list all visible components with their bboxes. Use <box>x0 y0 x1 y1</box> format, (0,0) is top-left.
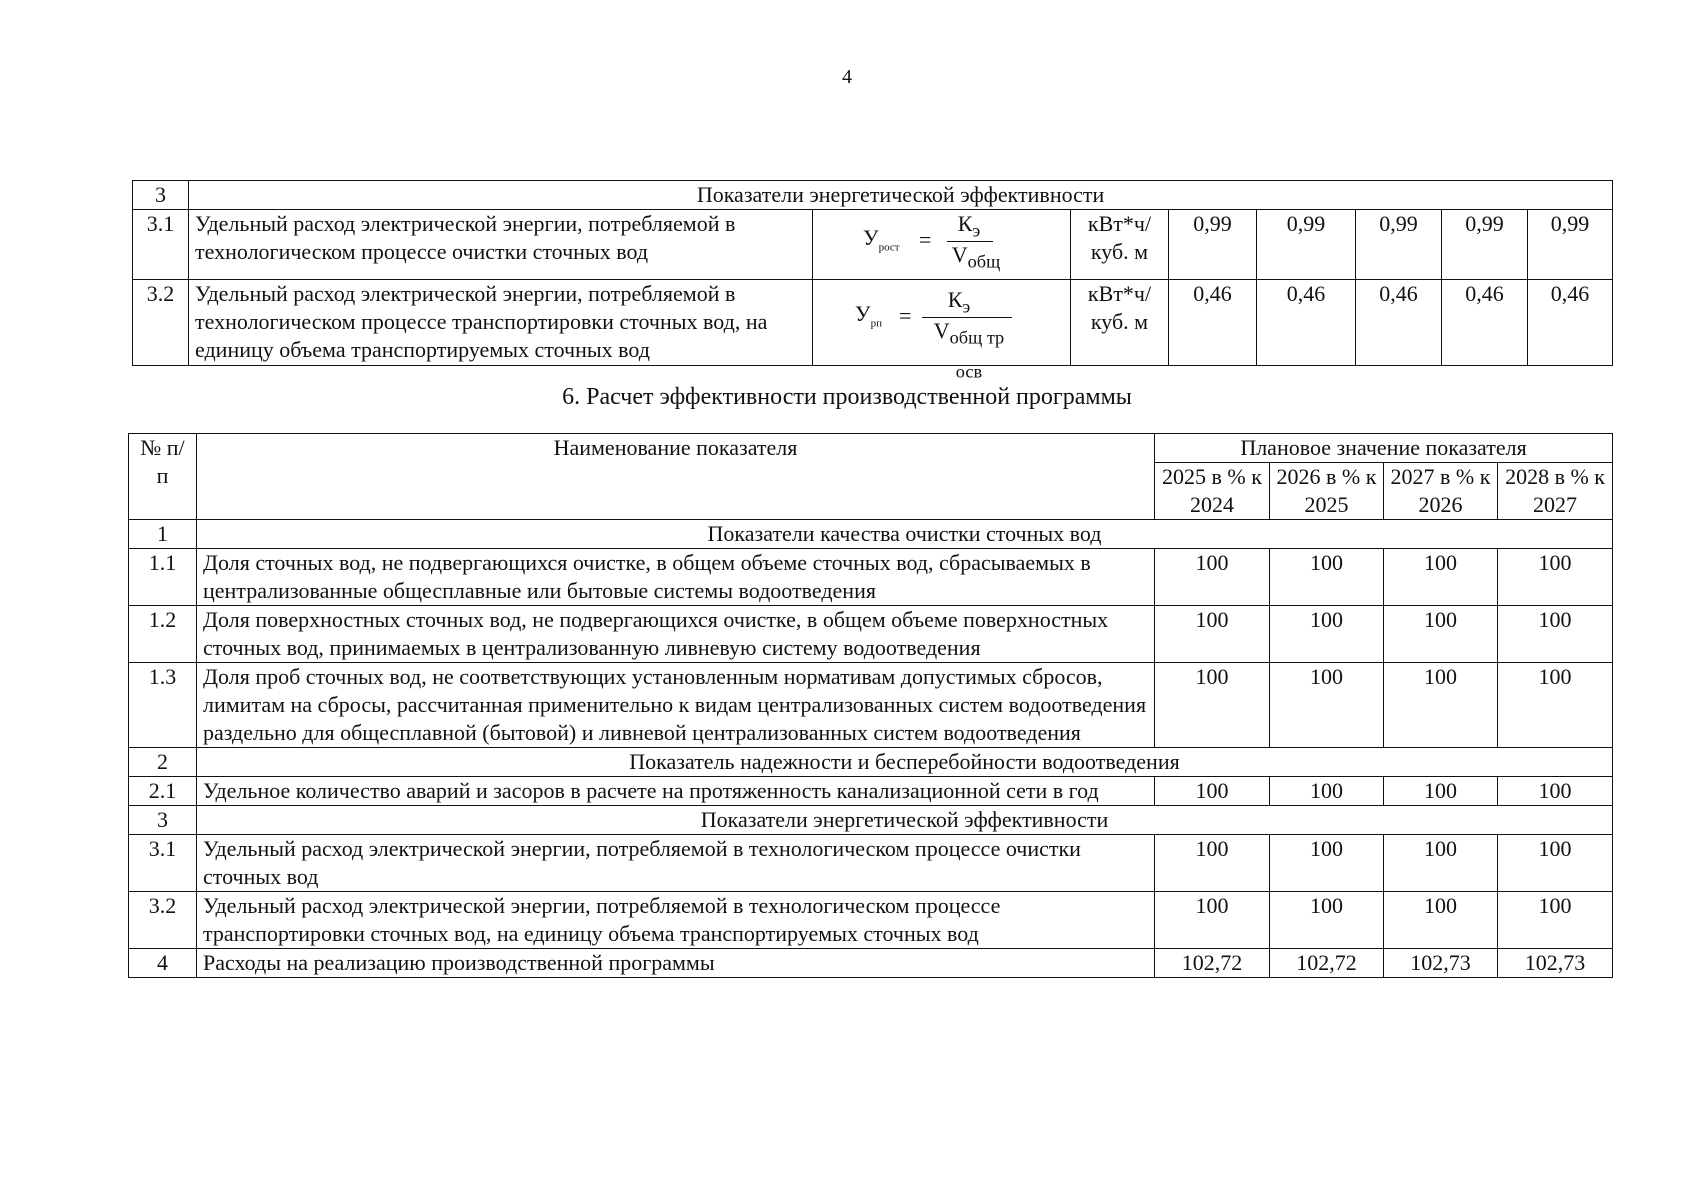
value-cell: 102,72 <box>1270 949 1384 978</box>
value-cell: 100 <box>1270 549 1384 606</box>
formula-numerator: $К_э$ <box>947 287 971 317</box>
header-name: Наименование показателя <box>197 434 1155 520</box>
row-number: 1.2 <box>129 606 197 663</box>
formula-cell <box>813 210 1071 280</box>
table-row <box>133 210 1613 280</box>
unit-cell: кВт*ч/ куб. м <box>1071 210 1169 280</box>
value-cell: 0,46 <box>1528 280 1613 366</box>
value-cell: 0,99 <box>1442 210 1528 280</box>
row-number: 1.3 <box>129 663 197 748</box>
value-cell: 100 <box>1155 892 1270 949</box>
value-cell: 100 <box>1270 835 1384 892</box>
row-number: 1.1 <box>129 549 197 606</box>
row-name: Доля проб сточных вод, не соответствующих установленным нормативам допустимых сбросов, лимитам на сбросы, рассчитанная применительно к видам централизованных систем водоотведения раздельно для общесплавной (бытовой) и ливневой централизованных систем водоотведения <box>197 663 1155 748</box>
table-row <box>129 892 1613 949</box>
row-name: Удельное количество аварий и засоров в расчете на протяженность канализационной сети в год <box>197 777 1155 806</box>
value-cell: 0,99 <box>1257 210 1356 280</box>
group-number: 2 <box>129 748 197 777</box>
row-name: Доля сточных вод, не подвергающихся очистке, в общем объеме сточных вод, сбрасываемых в централизованные общесплавные или бытовые системы водоотведения <box>197 549 1155 606</box>
value-cell: 0,99 <box>1528 210 1613 280</box>
row-name: Удельный расход электрической энергии, потребляемой в технологическом процессе транспортировки сточных вод, на единицу объема транспортируемых сточных вод <box>197 892 1155 949</box>
value-cell: 0,46 <box>1356 280 1442 366</box>
total-row <box>129 949 1613 978</box>
group-number: 1 <box>129 520 197 549</box>
program-efficiency-table <box>128 433 1613 978</box>
section-number: 3 <box>133 181 189 210</box>
header-year: 2028 в % к 2027 <box>1498 463 1613 520</box>
value-cell: 100 <box>1155 777 1270 806</box>
value-cell: 100 <box>1498 777 1613 806</box>
value-cell: 100 <box>1498 663 1613 748</box>
value-cell: 0,46 <box>1257 280 1356 366</box>
formula-equals: = <box>899 303 912 328</box>
header-number: № п/п <box>129 434 197 520</box>
group-number: 3 <box>129 806 197 835</box>
table-row <box>129 606 1613 663</box>
value-cell: 100 <box>1155 549 1270 606</box>
row-name: Расходы на реализацию производственной программы <box>197 949 1155 978</box>
formula-lhs: $У_{рост}$ <box>863 225 900 254</box>
value-cell: 100 <box>1498 606 1613 663</box>
value-cell: 100 <box>1498 549 1613 606</box>
value-cell: 100 <box>1384 892 1498 949</box>
value-cell: 0,46 <box>1442 280 1528 366</box>
header-plan: Плановое значение показателя <box>1155 434 1613 463</box>
value-cell: 100 <box>1384 835 1498 892</box>
formula-numerator: $К_э$ <box>957 211 981 241</box>
group-title: Показатели энергетической эффективности <box>197 806 1613 835</box>
value-cell: 102,72 <box>1155 949 1270 978</box>
unit-cell: кВт*ч/ куб. м <box>1071 280 1169 366</box>
formula-cell <box>813 280 1071 382</box>
value-cell: 100 <box>1498 835 1613 892</box>
group-title: Показатели качества очистки сточных вод <box>197 520 1613 549</box>
value-cell: 0,46 <box>1169 280 1257 366</box>
value-cell: 100 <box>1270 892 1384 949</box>
value-cell: 100 <box>1384 777 1498 806</box>
value-cell: 102,73 <box>1498 949 1613 978</box>
value-cell: 100 <box>1155 663 1270 748</box>
formula-denominator: $V_{общ тр осв}$ <box>933 318 1005 382</box>
value-cell: 100 <box>1270 663 1384 748</box>
energy-efficiency-table <box>132 180 1613 382</box>
row-number: 2.1 <box>129 777 197 806</box>
page-number: 4 <box>842 66 852 88</box>
header-year: 2025 в % к 2024 <box>1155 463 1270 520</box>
row-number: 3.2 <box>133 280 189 366</box>
row-name: Доля поверхностных сточных вод, не подвергающихся очистке, в общем объеме поверхностных сточных вод, принимаемых в централизованную ливневую систему водоотведения <box>197 606 1155 663</box>
table-row <box>129 663 1613 748</box>
section-heading: 6. Расчет эффективности производственной программы <box>562 384 1132 410</box>
table-row <box>129 549 1613 606</box>
table-row <box>133 280 1613 366</box>
value-cell: 100 <box>1384 549 1498 606</box>
value-cell: 100 <box>1384 606 1498 663</box>
section-row <box>133 181 1613 210</box>
row-number: 4 <box>129 949 197 978</box>
row-name: Удельный расход электрической энергии, потребляемой в технологическом процессе очистки сточных вод <box>197 835 1155 892</box>
header-year: 2027 в % к 2026 <box>1384 463 1498 520</box>
table-row <box>129 777 1613 806</box>
value-cell: 100 <box>1270 777 1384 806</box>
value-cell: 100 <box>1384 663 1498 748</box>
row-name: Удельный расход электрической энергии, потребляемой в технологическом процессе транспортировки сточных вод, на единицу объема транспортируемых сточных вод <box>189 280 813 366</box>
formula-equals: = <box>919 227 932 252</box>
group-title: Показатель надежности и бесперебойности водоотведения <box>197 748 1613 777</box>
group-row <box>129 806 1613 835</box>
value-cell: 0,99 <box>1356 210 1442 280</box>
row-number: 3.2 <box>129 892 197 949</box>
formula-lhs: $У_{рп}$ <box>855 301 882 330</box>
group-row <box>129 520 1613 549</box>
table-row <box>129 835 1613 892</box>
value-cell: 100 <box>1155 606 1270 663</box>
value-cell: 0,99 <box>1169 210 1257 280</box>
header-row <box>129 434 1613 463</box>
row-number: 3.1 <box>133 210 189 280</box>
group-row <box>129 748 1613 777</box>
row-number: 3.1 <box>129 835 197 892</box>
row-name: Удельный расход электрической энергии, потребляемой в технологическом процессе очистки сточных вод <box>189 210 813 280</box>
formula-denominator: $V_{общ}$ <box>951 242 1001 272</box>
section-title-cell: Показатели энергетической эффективности <box>189 181 1613 210</box>
header-year: 2026 в % к 2025 <box>1270 463 1384 520</box>
value-cell: 100 <box>1498 892 1613 949</box>
value-cell: 102,73 <box>1384 949 1498 978</box>
formula <box>819 210 1064 272</box>
value-cell: 100 <box>1155 835 1270 892</box>
value-cell: 100 <box>1270 606 1384 663</box>
formula <box>819 286 1064 382</box>
